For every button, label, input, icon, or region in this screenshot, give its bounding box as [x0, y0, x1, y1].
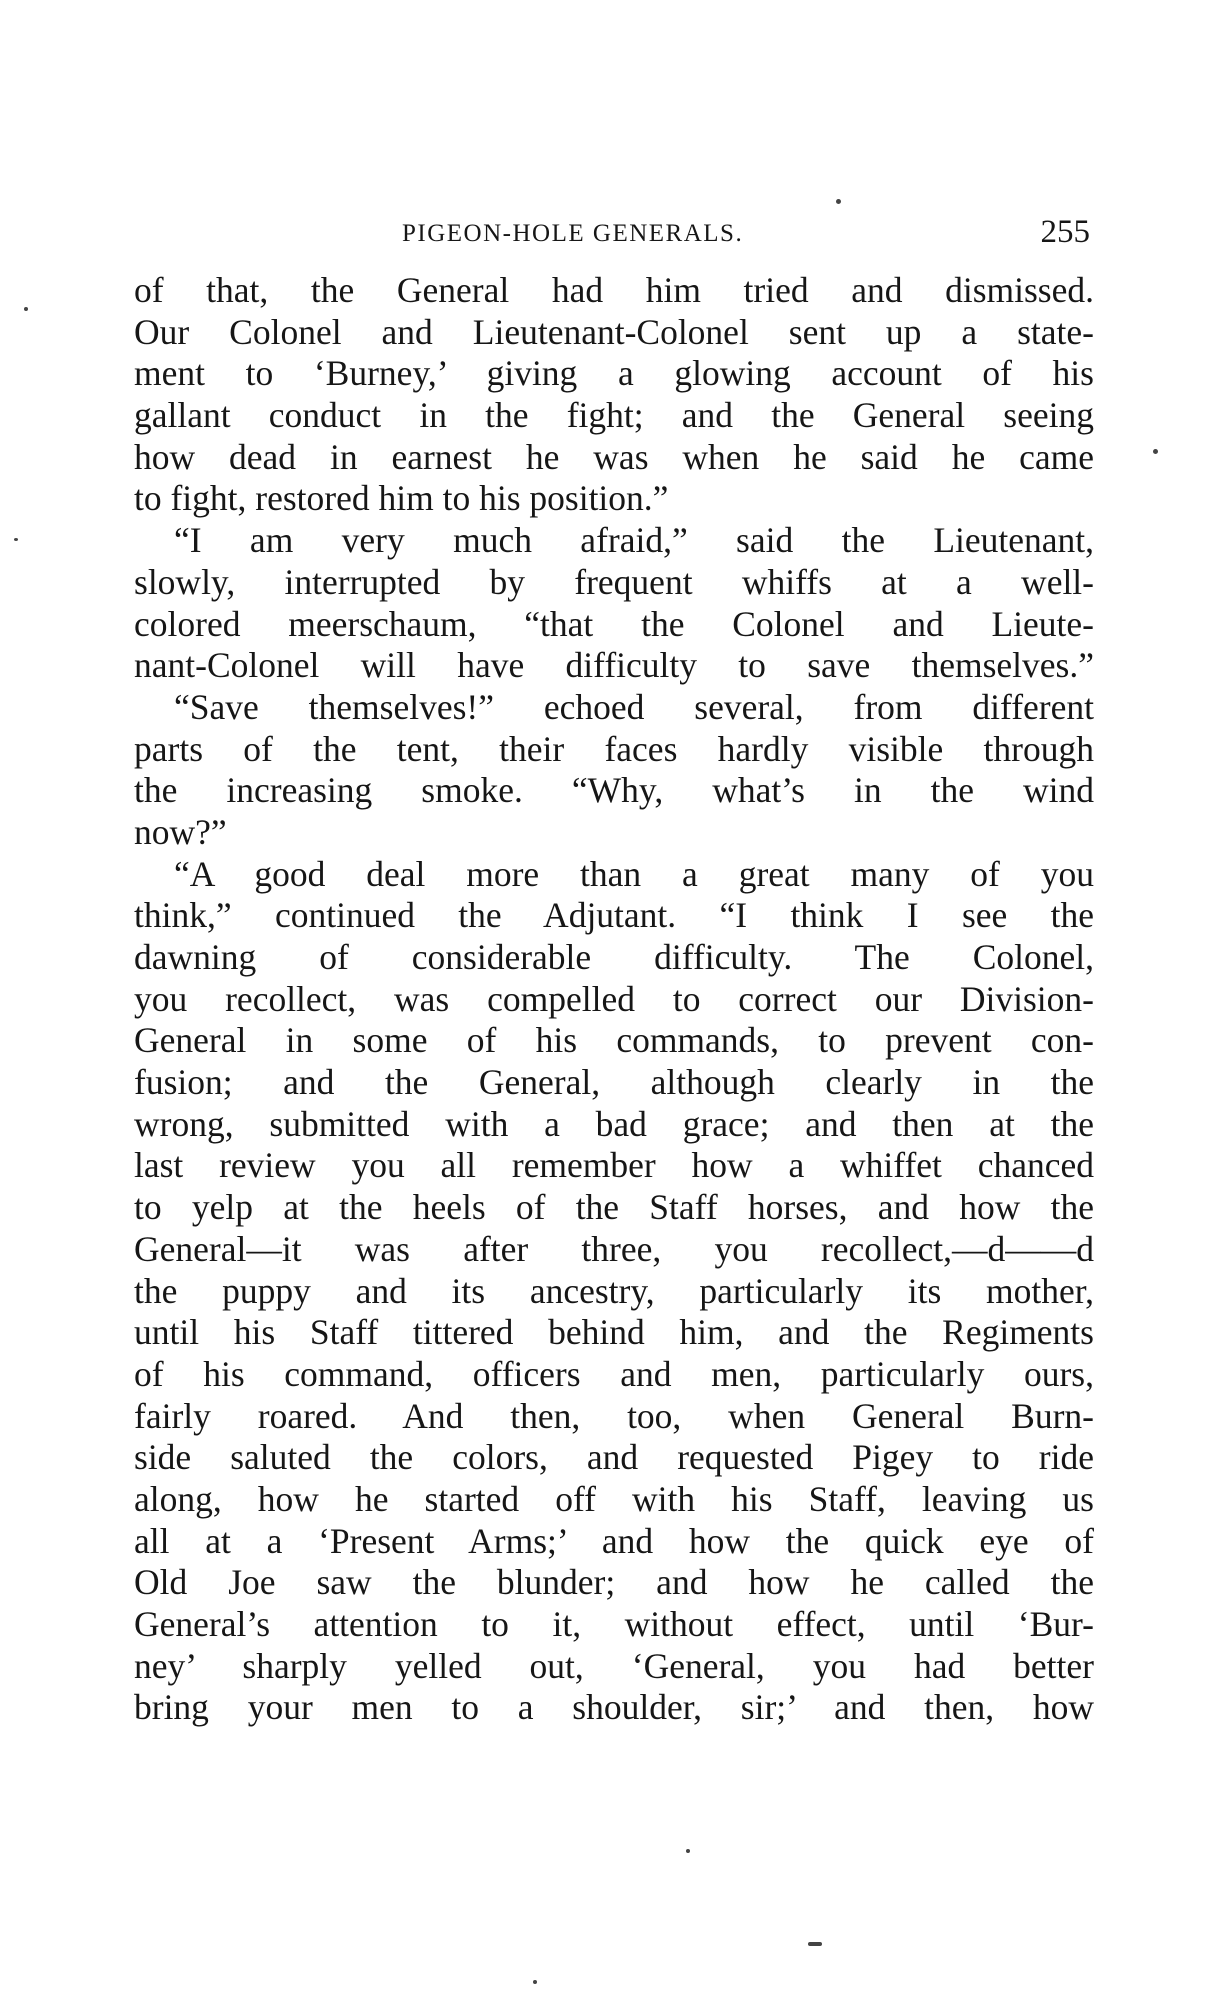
text-line: General’s attention to it, without effect, until ‘Bur- — [134, 1604, 1094, 1644]
text-line: the puppy and its ancestry, particularly its mother, — [134, 1270, 1094, 1311]
text-line: the increasing smoke. “Why, what’s in the wind — [134, 770, 1094, 811]
print-speck — [1153, 449, 1158, 454]
text-line: how dead in earnest he was when he said he came — [134, 436, 1094, 477]
text-line: colored meerschaum, “that the Colonel and Lieute- — [134, 603, 1094, 644]
text-line: Our Colonel and Lieutenant-Colonel sent up a state- — [134, 311, 1094, 352]
text-line: fusion; and the General, although clearly in the — [134, 1062, 1094, 1103]
print-speck — [686, 1849, 690, 1853]
text-line: parts of the tent, their faces hardly visible through — [134, 728, 1094, 769]
text-line: nant-Colonel will have difficulty to save themselves.” — [134, 645, 1094, 686]
text-line: along, how he started off with his Staff, leaving us — [134, 1478, 1094, 1519]
text-line: gallant conduct in the fight; and the General seeing — [134, 395, 1094, 436]
page-number: 255 — [1040, 214, 1090, 250]
text-line: fairly roared. And then, too, when General Burn- — [134, 1395, 1094, 1436]
text-line: to fight, restored him to his position.” — [134, 478, 669, 519]
text-line: Old Joe saw the blunder; and how he called the — [134, 1562, 1094, 1603]
text-line: until his Staff tittered behind him, and the Regiments — [134, 1312, 1094, 1353]
text-line: of that, the General had him tried and dismissed. — [134, 270, 1094, 310]
text-line: General in some of his commands, to prevent con- — [134, 1020, 1094, 1061]
text-line: “I am very much afraid,” said the Lieutenant, — [174, 520, 1094, 561]
print-speck — [14, 538, 18, 541]
text-line: bring your men to a shoulder, sir;’ and then, how — [134, 1687, 1094, 1728]
text-line: “Save themselves!” echoed several, from different — [174, 686, 1094, 727]
print-speck — [24, 307, 28, 311]
body-text — [134, 270, 1094, 1729]
print-speck — [836, 199, 841, 204]
page-header — [134, 214, 1090, 258]
text-line: “A good deal more than a great many of you — [174, 853, 1094, 894]
running-title: PIGEON-HOLE GENERALS. — [402, 220, 744, 247]
text-line: all at a ‘Present Arms;’ and how the quick eye of — [134, 1520, 1094, 1561]
text-line: General—it was after three, you recollect,—d——d — [134, 1228, 1094, 1269]
text-line: now?” — [134, 811, 227, 852]
text-line: ney’ sharply yelled out, ‘General, you had better — [134, 1645, 1094, 1686]
text-line: of his command, officers and men, particularly ours, — [134, 1353, 1094, 1394]
text-line: side saluted the colors, and requested Pigey to ride — [134, 1437, 1094, 1478]
print-speck — [808, 1942, 822, 1946]
text-line: dawning of considerable difficulty. The Colonel, — [134, 937, 1094, 977]
text-line: ment to ‘Burney,’ giving a glowing account of his — [134, 353, 1094, 394]
text-line: slowly, interrupted by frequent whiffs at a well- — [134, 561, 1094, 602]
text-line: wrong, submitted with a bad grace; and then at the — [134, 1103, 1094, 1144]
print-speck — [533, 1980, 537, 1984]
text-line: think,” continued the Adjutant. “I think I see the — [134, 895, 1094, 936]
text-line: you recollect, was compelled to correct our Division- — [134, 978, 1094, 1019]
text-line: last review you all remember how a whiffet chanced — [134, 1145, 1094, 1186]
text-line: to yelp at the heels of the Staff horses, and how the — [134, 1187, 1094, 1228]
